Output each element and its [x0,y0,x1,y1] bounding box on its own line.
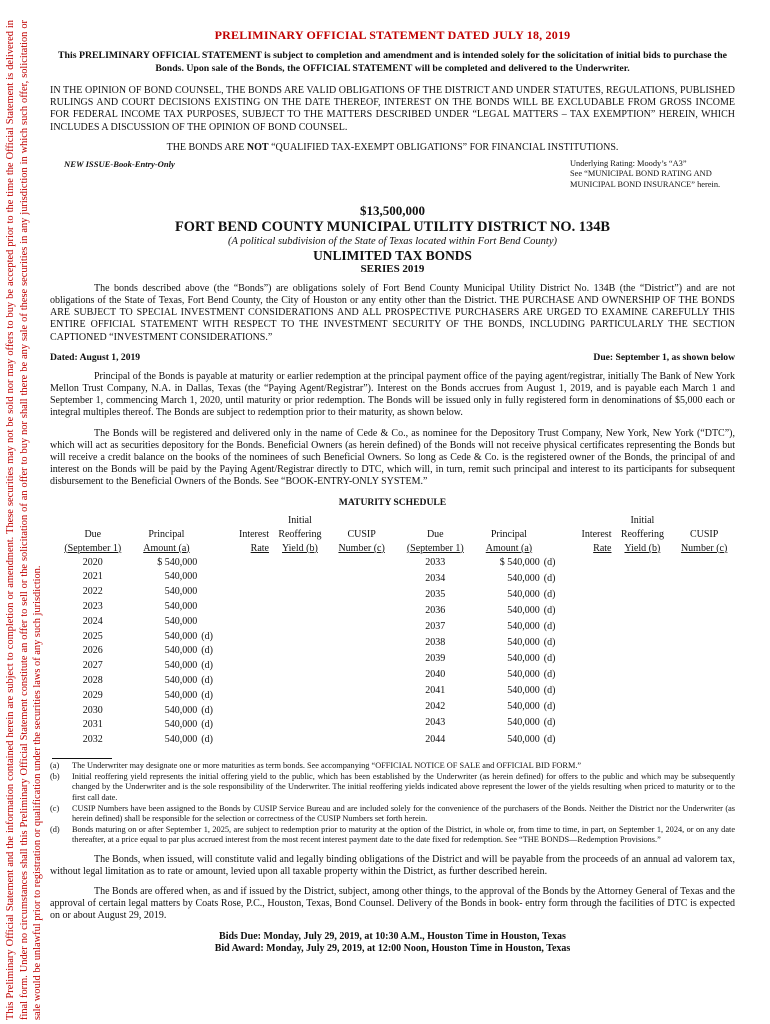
principal-amount: 540,000 [164,630,198,642]
maturity-row [50,585,393,600]
reoffering-yield [611,636,673,652]
principal-amount: 540,000 [507,637,540,649]
redemption-note [197,600,225,615]
bond-type: UNLIMITED TAX BONDS [313,247,472,263]
redemption-note: (d) [543,605,556,617]
footnotes [50,761,735,846]
maturity-row [393,620,736,636]
redemption-note [197,570,225,585]
maturity-year: 2033 [425,557,446,569]
col-header-due: Due [84,528,102,540]
principal-amount: 540,000 [507,669,540,681]
reoffering-yield [611,716,673,732]
cusip-number [331,718,393,733]
cusip-number [673,668,735,684]
interest-rate [568,732,612,748]
interest-rate [225,689,269,704]
footnote [50,772,735,803]
reoffering-yield [269,674,331,689]
cusip-number [331,630,393,645]
maturity-year: 2021 [82,571,103,583]
cusip-number [673,588,735,604]
reoffering-yield [269,585,331,600]
redemption-note: (d) [543,717,556,729]
maturity-rows-right [393,556,736,748]
redemption-note: (d) [543,653,556,665]
cusip-number [331,659,393,674]
maturity-year: 2027 [82,660,103,672]
principal-amount: 540,000 [507,685,540,697]
col-header-yield-line1: Initial [287,514,312,526]
reoffering-yield [611,684,673,700]
col-header-yield-line2: Reoffering [278,528,322,540]
principal-amount: 540,000 [164,660,198,672]
cusip-number [331,556,393,571]
maturity-row [393,572,736,588]
footnote-text: Initial reoffering yield represents the initial offering yield to the public, which has been established by the Underwriter (as herein defined) for offers to the public and which may be subsequently changed by the Underwriter and is the sole responsibility of the Underwriter. The initial reoffering yields indicated above represent the lower of the yields resulting when priced to maturity or to the first call date. [72,772,735,802]
col-header-due: Due [426,528,444,540]
rating-block [570,159,760,191]
footnote-key: (d) [50,825,60,835]
footnote-key: (b) [50,772,60,782]
principal-amount: 540,000 [164,675,198,687]
maturity-row [50,704,393,719]
col-header-yield-sub: Yield (b) [624,542,661,554]
dated-label: Dated: August 1, 2019 [50,351,141,363]
maturity-row [393,652,736,668]
redemption-note: (d) [543,621,556,633]
maturity-schedule [50,514,735,748]
maturity-row [393,700,736,716]
cusip-number [673,652,735,668]
footnote [50,761,735,771]
redemption-note: (d) [201,719,213,731]
interest-rate [568,668,612,684]
cusip-number [331,600,393,615]
maturity-row [50,644,393,659]
redemption-note: (d) [201,689,213,701]
qualified-tax-exempt-note: THE BONDS ARE NOT “QUALIFIED TAX-EXEMPT OBLIGATIONS” FOR FINANCIAL INSTITUTIONS. [166,141,619,153]
maturity-year: 2024 [82,615,103,627]
maturity-row [393,668,736,684]
maturity-rows-left [50,556,393,748]
maturity-year: 2035 [425,589,446,601]
interest-rate [225,556,269,571]
col-header-cusip: CUSIP [689,528,719,540]
maturity-year: 2037 [425,621,446,633]
cusip-number [673,604,735,620]
interest-rate [225,615,269,630]
interest-rate [568,604,612,620]
principal-amount: 540,000 [507,701,540,713]
bond-counsel-opinion: IN THE OPINION OF BOND COUNSEL, THE BONDS ARE VALID OBLIGATIONS OF THE DISTRICT AND UNDER STATUTES, REGULATIONS, PUBLISHED RULINGS AND COURT DECISIONS EXISTING ON THE DATE THEREOF, INTEREST ON THE BONDS WILL BE EXCLUDABLE FROM GROSS INCOME FOR FEDERAL INCOME TAX PURPOSES, SUBJECT TO THE MATTERS DESCRIBED UNDER “LEGAL MATTERS – TAX EXEMPTION” HEREIN, WHICH INCLUDES A DISCUSSION OF THE OPINION OF BOND COUNSEL. [50,85,735,133]
reoffering-yield [269,556,331,571]
cusip-number [673,732,735,748]
interest-rate [568,620,612,636]
footnote-text: Bonds maturing on or after September 1, 2025, are subject to redemption prior to maturity at the option of the District, in whole or, from time to time, in part, on September 1, 2024, or on any date thereafter, at a price equal to par plus accrued interest from the most recent interest payment date to the date fixed for redemption. See “THE BONDS—Redemption Provisions.” [72,825,735,845]
col-header-interest-sub: Rate [593,542,612,554]
redemption-note [197,585,225,600]
interest-rate [568,588,612,604]
redemption-note: (d) [543,589,556,601]
reoffering-yield [269,570,331,585]
reoffering-yield [611,572,673,588]
col-header-interest: Interest [581,528,612,540]
principal-amount: 540,000 [164,586,198,598]
maturity-row [393,684,736,700]
col-header-yield-line2: Reoffering [620,528,664,540]
validity-paragraph: The Bonds, when issued, will constitute valid and legally binding obligations of the District and will be payable from the proceeds of an annual ad valorem tax, without legal limitation as to rate or amount, levied upon all taxable property within the District, as further described herein. [50,853,735,877]
maturity-year: 2041 [425,685,446,697]
principal-amount: 540,000 [507,733,540,745]
principal-amount: 540,000 [507,573,540,585]
principal-paragraph: Principal of the Bonds is payable at maturity or earlier redemption at the principal payment office of the paying agent/registrar, initially The Bank of New York Mellon Trust Company, N.A. in Dallas, Texas (the “Paying Agent/Registrar”). Interest on the Bonds accrues from August 1, 2019, and is payable each March 1 and September 1, commencing March 1, 2020, until maturity or prior redemption. The Bonds will be issued only in fully registered form in denominations of $5,000 each or integral multiples thereof. The Bonds are subject to redemption prior to their maturity, as shown below. [50,370,735,419]
maturity-year: 2022 [82,586,103,598]
interest-rate [568,636,612,652]
offering-paragraph: The Bonds are offered when, as and if issued by the District, subject, among other things, to the approval of the Bonds by the Attorney General of Texas and the approval of certain legal matters by Coats Rose, P.C., Houston, Texas, Bond Counsel. Delivery of the Bonds in book- entry form through the facilities of DTC is expected on or about August 29, 2019. [50,886,735,922]
maturity-year: 2020 [82,556,103,568]
reoffering-yield [269,659,331,674]
cusip-number [673,620,735,636]
col-header-cusip: CUSIP [347,528,376,540]
reoffering-yield [269,733,331,748]
document-page [50,28,735,955]
maturity-year: 2034 [425,573,446,585]
maturity-year: 2031 [82,719,103,731]
cusip-number [331,585,393,600]
principal-amount: 540,000 [164,615,198,627]
maturity-year: 2040 [425,669,446,681]
maturity-year: 2043 [425,717,446,729]
description-paragraph: The bonds described above (the “Bonds”) are obligations solely of Fort Bend County Municipal Utility District No. 134B (the “District”) and are not obligations of the State of Texas, Fort Bend County, the City of Houston or any entity other than the District. THE PURCHASE AND OWNERSHIP OF THE BONDS ARE SUBJECT TO SPECIAL INVESTMENT CONSIDERATIONS AND ALL PROSPECTIVE PURCHASERS ARE URGED TO EXAMINE CAREFULLY THIS ENTIRE OFFICIAL STATEMENT WITH RESPECT TO THE INVESTMENT SECURITY OF THE BONDS, INCLUDING PARTICULARLY THE SECTION CAPTIONED “INVESTMENT CONSIDERATIONS.” [50,282,735,343]
reoffering-yield [611,556,673,572]
maturity-year: 2029 [82,689,103,701]
cusip-number [331,570,393,585]
redemption-note: (d) [543,573,556,585]
rating-line: See “MUNICIPAL BOND RATING AND [570,169,712,179]
redemption-note: (d) [201,630,213,642]
reoffering-yield [611,604,673,620]
footnote [50,804,735,824]
redemption-note: (d) [543,557,556,569]
cusip-number [673,556,735,572]
maturity-year: 2032 [82,734,103,746]
col-header-principal-sub: Amount (a) [485,542,533,554]
interest-rate [225,644,269,659]
reoffering-yield [269,644,331,659]
redemption-note: (d) [543,733,556,745]
footnote-key: (c) [50,803,60,813]
maturity-row [50,556,393,571]
redemption-note: (d) [543,637,556,649]
principal-amount: 540,000 [164,704,198,716]
principal-amount: 540,000 [507,605,540,617]
reoffering-yield [269,630,331,645]
side-notice-text: This Preliminary Official Statement and the information contained herein are subject to completion or amendment. These securities may not be sold nor may offers to buy be accepted prior to the time the Official Statement is delivered in final form. Under no circumstances shall this Preliminary Official Statement constitute an offer to sell or the solicitation of an offer to buy nor shall there be any sale of these securities in any jurisdiction in which such offer, solicitation or sale would be unlawful prior to registration or qualification under the securities laws of any such jurisdiction. [5,20,44,1020]
rating-line: Underlying Rating: Moody’s “A3” [570,158,687,168]
interest-rate [568,556,612,572]
maturity-row [50,659,393,674]
col-header-principal: Principal [148,528,185,540]
bond-series: SERIES 2019 [360,262,425,275]
maturity-year: 2023 [82,601,103,613]
maturity-row [393,556,736,572]
footnote [50,825,735,845]
maturity-row [50,689,393,704]
maturity-year: 2038 [425,637,446,649]
subdivision-note: (A political subdivision of the State of Texas located within Fort Bend County) [228,235,557,247]
redemption-note: (d) [201,675,213,687]
maturity-row [50,630,393,645]
maturity-year: 2036 [425,605,446,617]
maturity-row [393,732,736,748]
maturity-row [50,615,393,630]
dates-row [50,352,735,363]
cusip-number [673,700,735,716]
col-header-interest-sub: Rate [250,542,269,554]
cusip-number [331,644,393,659]
redemption-note: (d) [543,701,556,713]
col-header-cusip-sub: Number (c) [338,542,385,554]
principal-amount: 540,000 [507,717,540,729]
maturity-year: 2042 [425,701,446,713]
col-header-due-sub: (September 1) [406,542,464,554]
interest-rate [225,659,269,674]
principal-amount: 540,000 [507,589,540,601]
redemption-note: (d) [201,645,213,657]
side-notice [4,0,56,1024]
reoffering-yield [269,704,331,719]
cusip-number [673,636,735,652]
principal-amount: 540,000 [164,601,198,613]
cusip-number [673,716,735,732]
reoffering-yield [611,700,673,716]
principal-amount: 540,000 [164,734,198,746]
redemption-note: (d) [201,704,213,716]
col-header-principal: Principal [490,528,527,540]
maturity-row [50,718,393,733]
bids-due: Bids Due: Monday, July 29, 2019, at 10:30 A.M., Houston Time in Houston, Texas [219,930,566,942]
footnote-text: The Underwriter may designate one or more maturities as term bonds. See accompanying “OFFICIAL NOTICE OF SALE and OFFICIAL BID FORM.” [72,761,582,771]
col-header-cusip-sub: Number (c) [680,542,728,554]
bid-award: Bid Award: Monday, July 29, 2019, at 12:00 Noon, Houston Time in Houston, Texas [214,942,571,954]
interest-rate [568,716,612,732]
principal-amount: $ 540,000 [499,557,540,569]
cusip-number [673,572,735,588]
maturity-year: 2044 [425,733,446,745]
interest-rate [225,674,269,689]
interest-rate [225,718,269,733]
cusip-number [331,615,393,630]
maturity-year: 2039 [425,653,446,665]
reoffering-yield [269,689,331,704]
maturity-row [393,604,736,620]
issue-row [50,159,735,219]
maturity-year: 2025 [82,630,103,642]
col-header-due-sub: (September 1) [64,542,122,554]
principal-amount: 540,000 [164,719,198,731]
maturity-schedule-title: MATURITY SCHEDULE [338,496,447,508]
interest-rate [568,572,612,588]
cusip-number [331,674,393,689]
interest-rate [225,585,269,600]
interest-rate [568,684,612,700]
redemption-note: (d) [201,660,213,672]
maturity-year: 2030 [82,704,103,716]
col-header-yield-sub: Yield (b) [281,542,318,554]
redemption-note: (d) [543,685,556,697]
maturity-row [50,733,393,748]
maturity-row [50,600,393,615]
reoffering-yield [611,620,673,636]
cusip-number [673,684,735,700]
principal-amount: 540,000 [507,653,540,665]
maturity-year: 2028 [82,675,103,687]
interest-rate [568,652,612,668]
principal-amount: 540,000 [164,689,198,701]
maturity-row [50,674,393,689]
col-header-interest: Interest [238,528,269,540]
reoffering-yield [611,668,673,684]
reoffering-yield [611,588,673,604]
footnote-rule [52,758,112,759]
interest-rate [568,700,612,716]
interest-rate [225,600,269,615]
reoffering-yield [269,615,331,630]
reoffering-yield [269,600,331,615]
registration-paragraph: The Bonds will be registered and delivered only in the name of Cede & Co., as nominee for the Depository Trust Company, New York, New York (“DTC”), which will act as securities depository for the Bonds. Beneficial Owners (as herein defined) of the Bonds will not receive physical certificates representing the Bonds but will receive a credit balance on the books of the nominees of such Beneficial Owners. So long as Cede & Co. is the registered owner of the Bonds, the principal of and interest on the Bonds will be paid by the Paying Agent/Registrar directly to DTC, which will, in turn, remit such principal and interest to its participants for subsequent disbursement to the Beneficial Owners of the Bonds. See “BOOK-ENTRY-ONLY SYSTEM.” [50,427,735,488]
principal-amount: 540,000 [164,645,198,657]
maturity-table-left [50,514,393,748]
reoffering-yield [269,718,331,733]
new-issue-label: NEW ISSUE-Book-Entry-Only [64,158,175,169]
maturity-row [393,588,736,604]
rating-line: MUNICIPAL BOND INSURANCE” herein. [570,179,721,189]
redemption-note: (d) [201,734,213,746]
interest-rate [225,570,269,585]
redemption-note [197,556,225,571]
issue-amount: $13,500,000 [360,202,425,218]
page-header: PRELIMINARY OFFICIAL STATEMENT DATED JULY 18, 2019 [214,28,571,42]
principal-amount: 540,000 [164,571,198,583]
cusip-number [331,704,393,719]
reoffering-yield [611,732,673,748]
cusip-number [331,689,393,704]
preliminary-note: This PRELIMINARY OFFICIAL STATEMENT is subject to completion and amendment and is intended solely for the solicitation of initial bids to purchase the Bonds. Upon sale of the Bonds, the OFFICIAL STATEMENT will be completed and delivered to the Underwriter. [58,50,727,74]
reoffering-yield [611,652,673,668]
maturity-row [393,636,736,652]
interest-rate [225,704,269,719]
maturity-row [393,716,736,732]
principal-amount: 540,000 [507,621,540,633]
footnote-text: CUSIP Numbers have been assigned to the Bonds by CUSIP Service Bureau and are included solely for the convenience of the purchasers of the Bonds. Neither the District nor the Underwriter (as herein defined) shall be responsible for the selection or correctness of the CUSIP Numbers set forth herein. [72,803,735,824]
col-header-principal-sub: Amount (a) [143,542,190,554]
issuer-name: FORT BEND COUNTY MUNICIPAL UTILITY DISTRICT NO. 134B [174,218,610,235]
footnote-key: (a) [50,761,60,771]
maturity-row [50,570,393,585]
principal-amount: $ 540,000 [157,556,198,568]
redemption-note: (d) [543,669,556,681]
interest-rate [225,733,269,748]
col-header-yield-line1: Initial [630,514,655,526]
cusip-number [331,733,393,748]
due-label: Due: September 1, as shown below [593,351,735,363]
interest-rate [225,630,269,645]
maturity-year: 2026 [82,645,103,657]
redemption-note [197,615,225,630]
maturity-table-right [393,514,736,748]
